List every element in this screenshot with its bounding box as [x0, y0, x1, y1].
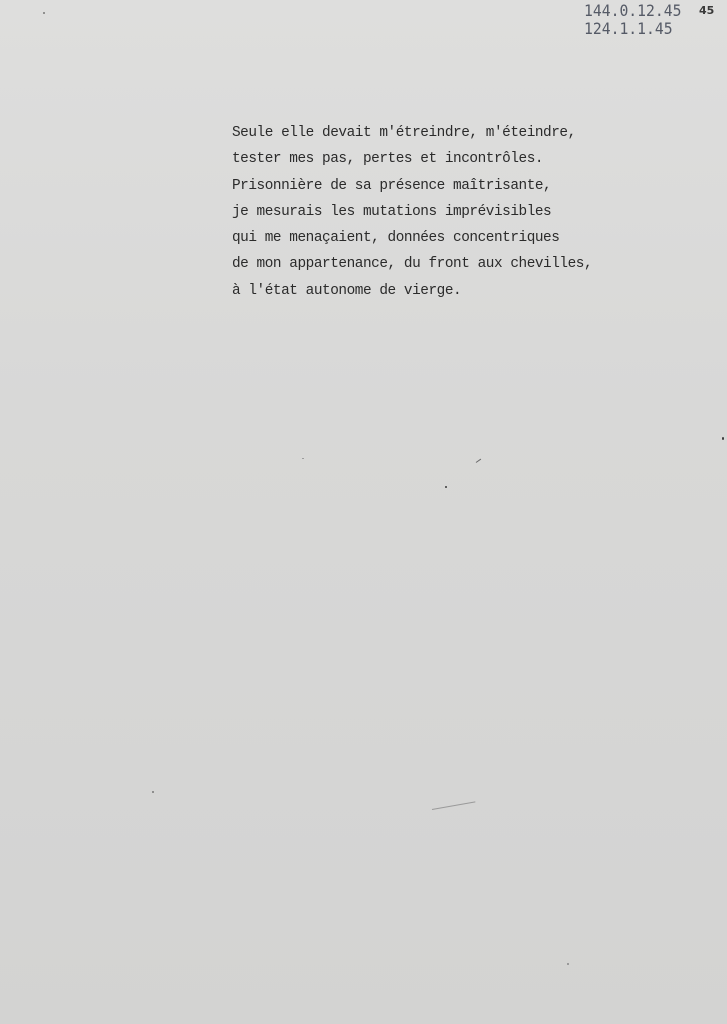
poem-line-6: de mon appartenance, du front aux chevilles, [232, 256, 593, 273]
paper-mark [476, 459, 481, 463]
paper-speck [152, 791, 154, 793]
paper-mark [432, 801, 476, 810]
archive-reference-handwritten [584, 2, 690, 38]
paper-speck [445, 486, 447, 488]
paper-speck [43, 12, 45, 14]
poem-line-7: à l'état autonome de vierge. [232, 282, 462, 299]
poem-line-2: tester mes pas, pertes et incontrôles. [232, 151, 544, 168]
page-number: 45 [699, 4, 715, 17]
paper-speck [722, 437, 724, 440]
archive-reference-line-1: 144.0.12.45 [584, 1, 682, 20]
archive-reference-line-2: 124.1.1.45 [584, 19, 673, 38]
paper-speck [567, 963, 569, 965]
poem-text [232, 120, 592, 304]
poem-line-1: Seule elle devait m'étreindre, m'éteindre, [232, 125, 576, 141]
poem-line-4: je mesurais les mutations imprévisibles [232, 203, 552, 220]
poem-line-5: qui me menaçaient, données concentriques [232, 230, 560, 247]
poem-line-3: Prisonnière de sa présence maîtrisante, [232, 177, 552, 194]
paper-speck [302, 458, 304, 459]
